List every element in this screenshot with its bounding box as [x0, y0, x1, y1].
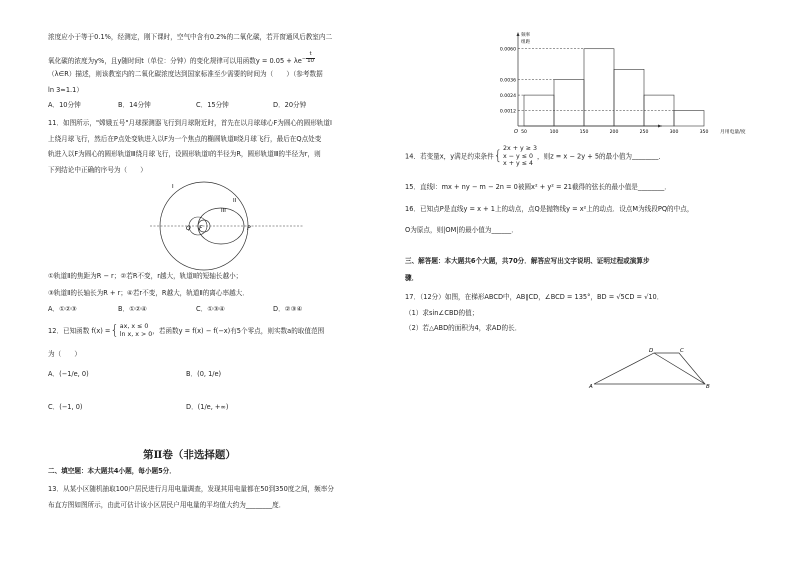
label-C: C: [680, 348, 684, 354]
q11-line2: 上绕月球飞行，然后在P点处变轨进入以F为一个焦点的椭圆轨道Ⅱ绕月球飞行，最后在Q点处变: [48, 135, 322, 143]
label-B: B: [706, 384, 710, 390]
diagonal-bd: [654, 353, 705, 384]
q15-text: 15．直线l：mx + ny − m − 2n = 0被圆x² + y² = 21截得的弦长的最小值是________．: [405, 183, 671, 191]
x-tick-label: 250: [639, 130, 649, 135]
y-tick-label: 0.0036: [499, 78, 516, 84]
section3-line2: 骤．: [405, 274, 419, 282]
q14-stem: 14．若变量x，y满足约束条件{ 2x + y ≥ 3 x − y ≤ 0 x + y ≤ 4 ，则z = x − 2y + 5的最小值为________．: [405, 145, 665, 168]
fill-section-header: 二、填空题：本大题共4小题，每小题5分．: [48, 467, 176, 475]
q11-line1: 11．如图所示，"嫦娥五号"月球探测器飞行到月球附近时，首先在以月球球心F为圆心的圆形轨道Ⅰ: [48, 119, 332, 127]
y-tick-label: 0.0024: [499, 93, 516, 99]
q11-line4: 下列结论中正确的序号为（ ）: [48, 166, 147, 174]
x-tick-label: 350: [699, 130, 709, 135]
q10-option-a: A．10分钟: [48, 101, 81, 109]
histogram-bar: [614, 69, 644, 126]
q12-option-c: C．(−1, 0): [48, 403, 83, 411]
label-I: I: [172, 184, 174, 190]
q10-line1: 浓度应小于等于0.1%，经测定，刚下课时，空气中含有0.2%的二氧化碳，若开窗通风后教室内二: [48, 33, 333, 41]
histogram-chart: [490, 28, 746, 136]
histogram-bar: [674, 111, 704, 126]
y-tick-label: 0.0012: [499, 109, 516, 115]
label-II: II: [233, 198, 237, 204]
q11-statement-2: ③轨道Ⅱ的长轴长为R + r；④若r不变，R越大，轨道Ⅱ的离心率越大．: [48, 289, 249, 297]
y-axis-label-top: 频率: [521, 33, 531, 38]
label-P: P: [247, 225, 251, 232]
q12-option-b: B．(0, 1/e): [186, 370, 222, 378]
q10-line2: 氧化碳的浓度为y%，且y随时间t（单位：分钟）的变化规律可以用函数$y = 0.05 + \lambda e^{- \frac{t}{10}}$: [48, 51, 315, 65]
y-axis-label-bottom: 组距: [521, 40, 531, 45]
label-A: A: [589, 384, 593, 390]
x-tick-label: 300: [669, 130, 679, 135]
x-tick-label: 100: [549, 130, 559, 135]
q10-line3: （λ∈R）描述，则该教室内的二氧化碳浓度达到国家标准至少需要的时间为（ ）（参考数据: [48, 70, 323, 78]
y-tick-label: 0.0060: [499, 47, 516, 53]
q11-option-a: A．①②③: [48, 305, 77, 313]
trapezoid-diagram: [588, 344, 713, 389]
q17-stem: 17．（12分）如图，在梯形ABCD中，AB∥CD，∠BCD = 135°，BD = √5CD = √10．: [405, 293, 664, 301]
q13-line1: 13．从某小区随机抽取100户居民进行月用电量调查，发现其用电量都在50到350度之间，频率分: [48, 485, 334, 493]
y-axis-arrow: [517, 32, 520, 36]
section3-line1: 三、解答题：本大题共6个大题，共70分．解答应写出文字说明、证明过程或演算步: [405, 257, 650, 265]
histogram-bar: [554, 80, 584, 126]
x-tick-label: 200: [609, 130, 619, 135]
q11-option-b: B．①②④: [118, 305, 147, 313]
q11-statement-1: ①轨道Ⅱ的焦距为R − r；②若R不变，r越大，轨道Ⅱ的短轴长越小；: [48, 272, 243, 280]
q12-option-d: D．(1/e, +∞): [186, 403, 229, 411]
q12-line2: 为（ ）: [48, 350, 81, 358]
q17-part1: （1）求sin∠CBD的值；: [405, 309, 479, 317]
label-D: D: [649, 348, 654, 354]
q10-option-c: C．15分钟: [196, 101, 229, 109]
x-tick-label: 150: [579, 130, 589, 135]
origin-label: O: [514, 129, 518, 135]
label-III: III: [221, 208, 226, 214]
q10-line4: ln 3≈1.1）: [48, 86, 83, 94]
q11-option-d: D．②③④: [273, 305, 303, 313]
orbit-diagram: [148, 178, 308, 270]
label-F: F: [199, 225, 203, 232]
histogram-bar: [584, 49, 614, 126]
q17-part2: （2）若△ABD的面积为4，求AD的长．: [405, 324, 522, 332]
x-axis-label: 月用电量/度: [720, 130, 746, 135]
q10-option-d: D．20分钟: [273, 101, 307, 109]
q12-stem: 12．已知函数 f(x) ={ ax, x ≤ 0 ln x, x > 0 ，若函数y = f(x) − f(−x)有5个零点，则实数a的取值范围: [48, 323, 325, 338]
q16-line1: 16．已知点P是直线y = x + 1上的动点，点Q是抛物线y = x²上的动点．设点M为线段PQ的中点，: [405, 205, 694, 213]
q11-line3: 轨进入以F为圆心的圆形轨道Ⅲ绕月球飞行，设圆形轨道Ⅰ的半径为R，圆形轨道Ⅲ的半径为r，则: [48, 150, 321, 158]
part2-title: 第Ⅱ卷（非选择题）: [143, 449, 236, 461]
q11-option-c: C．①③④: [196, 305, 225, 313]
q13-line2: 布直方图如图所示，由此可估计该小区居民户用电量的平均值大约为________度．: [48, 501, 286, 509]
x-tick-label: 50: [521, 130, 527, 135]
q16-line2: O为原点，则|OM|的最小值为______．: [405, 226, 518, 234]
q12-option-a: A．(−1/e, 0): [48, 370, 89, 378]
q10-option-b: B．14分钟: [118, 101, 151, 109]
trapezoid-shape: [594, 353, 705, 384]
label-Q: Q: [186, 225, 191, 232]
